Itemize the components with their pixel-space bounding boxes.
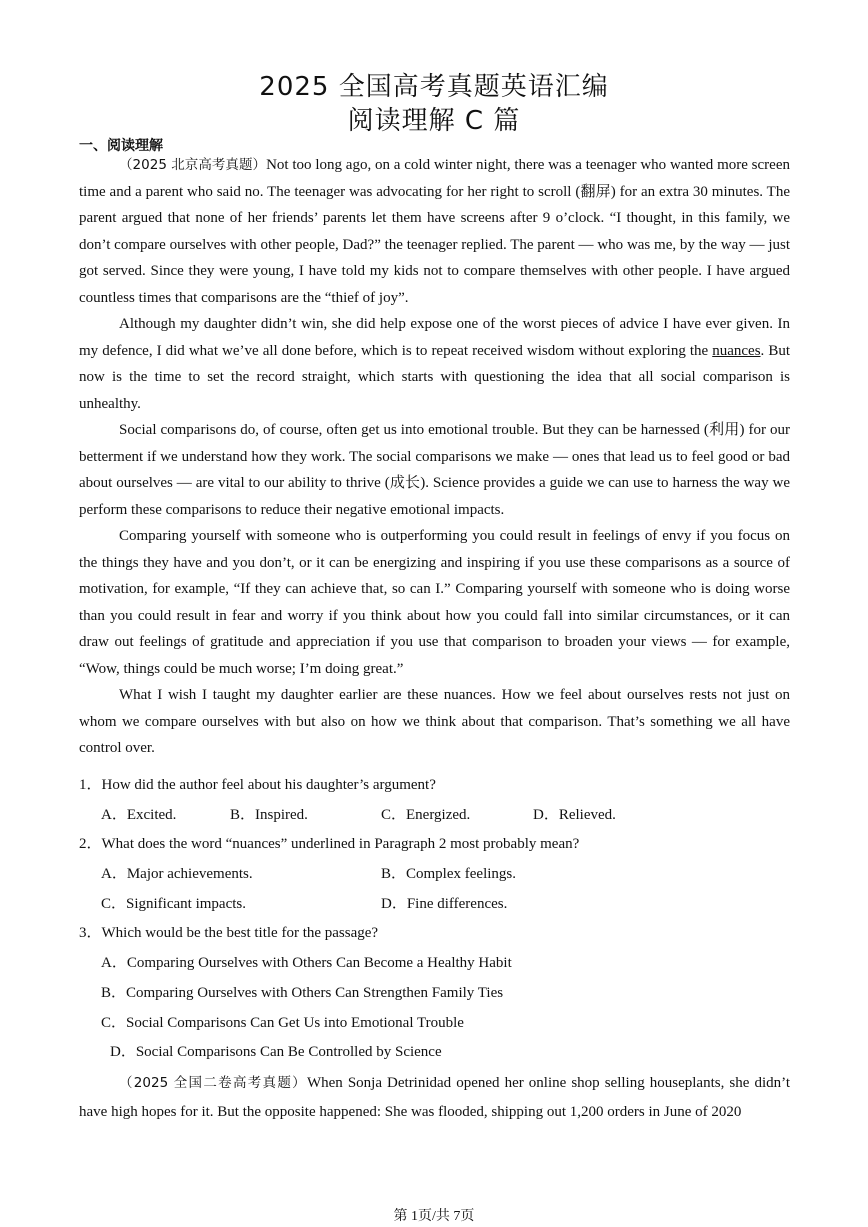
document-subtitle: 阅读理解 C 篇 [347, 106, 521, 136]
option-a: A．Comparing Ourselves with Others Can Become a Healthy Habit [101, 955, 512, 972]
option-b: B．Inspired. [230, 806, 308, 823]
document-title: 2025 全国高考真题英语汇编 [259, 72, 609, 102]
option-a: A．Major achievements. [101, 866, 253, 883]
passage-2-text: When Sonja Detrinidad opened her online shop selling houseplants, she didn’t have high hopes for it. But the opposite happened: She was flooded, shipping out 1,200 orders in June of 2020 [79, 1075, 790, 1120]
paragraph-3: Social comparisons do, of course, often get us into emotional trouble. But they can be harnessed (利用) for our betterment if we understand how they work. The social comparisons we make — ones that lead us to feel good or bad about ourselves — are vital to our ability to thrive (成长). Science provides a guide we can use to harness the way we perform these comparisons to reduce their negative emotional impacts. [79, 422, 790, 518]
source-label: （2025 全国二卷高考真题） [119, 1075, 307, 1091]
question-3-stem: 3．Which would be the best title for the passage? [79, 925, 379, 942]
underlined-word: nuances [712, 342, 761, 359]
paragraph-1 [79, 152, 790, 311]
option-c: C．Social Comparisons Can Get Us into Emotional Trouble [101, 1014, 464, 1031]
paragraph-2-text-b: . But now is the time to set the record straight, which starts with questioning the idea that all social comparison is unhealthy. [79, 342, 790, 412]
paragraph-2-text-a: Although my daughter didn’t win, she did help expose one of the worst pieces of advice I have ever given. In my defence, I did what we’ve all done before, which is to repeat received wisdom without exploring the [79, 316, 790, 359]
option-c: C．Energized. [381, 806, 471, 823]
option-a: A．Excited. [101, 806, 177, 823]
passage-2-paragraph [79, 1069, 790, 1127]
question-2-stem: 2．What does the word “nuances” underlined in Paragraph 2 most probably mean? [79, 836, 580, 853]
option-d: D．Fine differences. [381, 895, 508, 912]
option-c: C．Significant impacts. [101, 895, 246, 912]
question-1-stem: 1．How did the author feel about his daughter’s argument? [79, 777, 436, 793]
section-heading: 一、阅读理解 [79, 138, 163, 154]
option-d: D．Relieved. [533, 806, 616, 823]
question-1-options [79, 801, 790, 831]
source-label: （2025 北京高考真题） [119, 157, 267, 173]
paragraph-1-text: Not too long ago, on a cold winter night, there was a teenager who wanted more screen time and a parent who said no. The teenager was advocating for her right to scroll (翻屏) for an extra 30 minutes. The parent argued that none of her friends’ parents let them have screens after 9 o’clock. “I thought, in this family, we don’t compare ourselves with other people, Dad?” the teenager replied. The parent — who was me, by the way — just got served. Since they were young, I have told my kids not to compare themselves with other people. I have argued countless times that comparisons are the “thief of joy”. [79, 157, 790, 306]
page-number: 第 1页/共 7页 [393, 1209, 475, 1224]
option-b: B．Complex feelings. [381, 866, 516, 883]
paragraph-2 [79, 311, 790, 417]
passage-1 [79, 152, 790, 762]
paragraph-5: What I wish I taught my daughter earlier are these nuances. How we feel about ourselves rests not just on whom we compare ourselves with but also on how we think about that comparison. That’s something we all have control over. [79, 687, 790, 756]
paragraph-4: Comparing yourself with someone who is outperforming you could result in feelings of envy if you focus on the things they have and you don’t, or it can be energizing and inspiring if you use these comparisons as a source of motivation, for example, “If they can achieve that, so can I.” Comparing yourself with someone who is doing worse than you could result in fear and worry if you think about how you could fall into similar circumstances, or it can draw out feelings of gratitude and appreciation if you use that comparison to broaden your views — for example, “Wow, things could be much worse; I’m doing great.” [79, 528, 790, 677]
passage-2 [79, 1069, 790, 1127]
option-d: D．Social Comparisons Can Be Controlled by Science [110, 1044, 442, 1061]
question-2-options-row2 [79, 890, 790, 920]
question-2-options-row1 [79, 860, 790, 890]
questions [79, 771, 790, 1068]
option-b: B．Comparing Ourselves with Others Can Strengthen Family Ties [101, 984, 504, 1001]
